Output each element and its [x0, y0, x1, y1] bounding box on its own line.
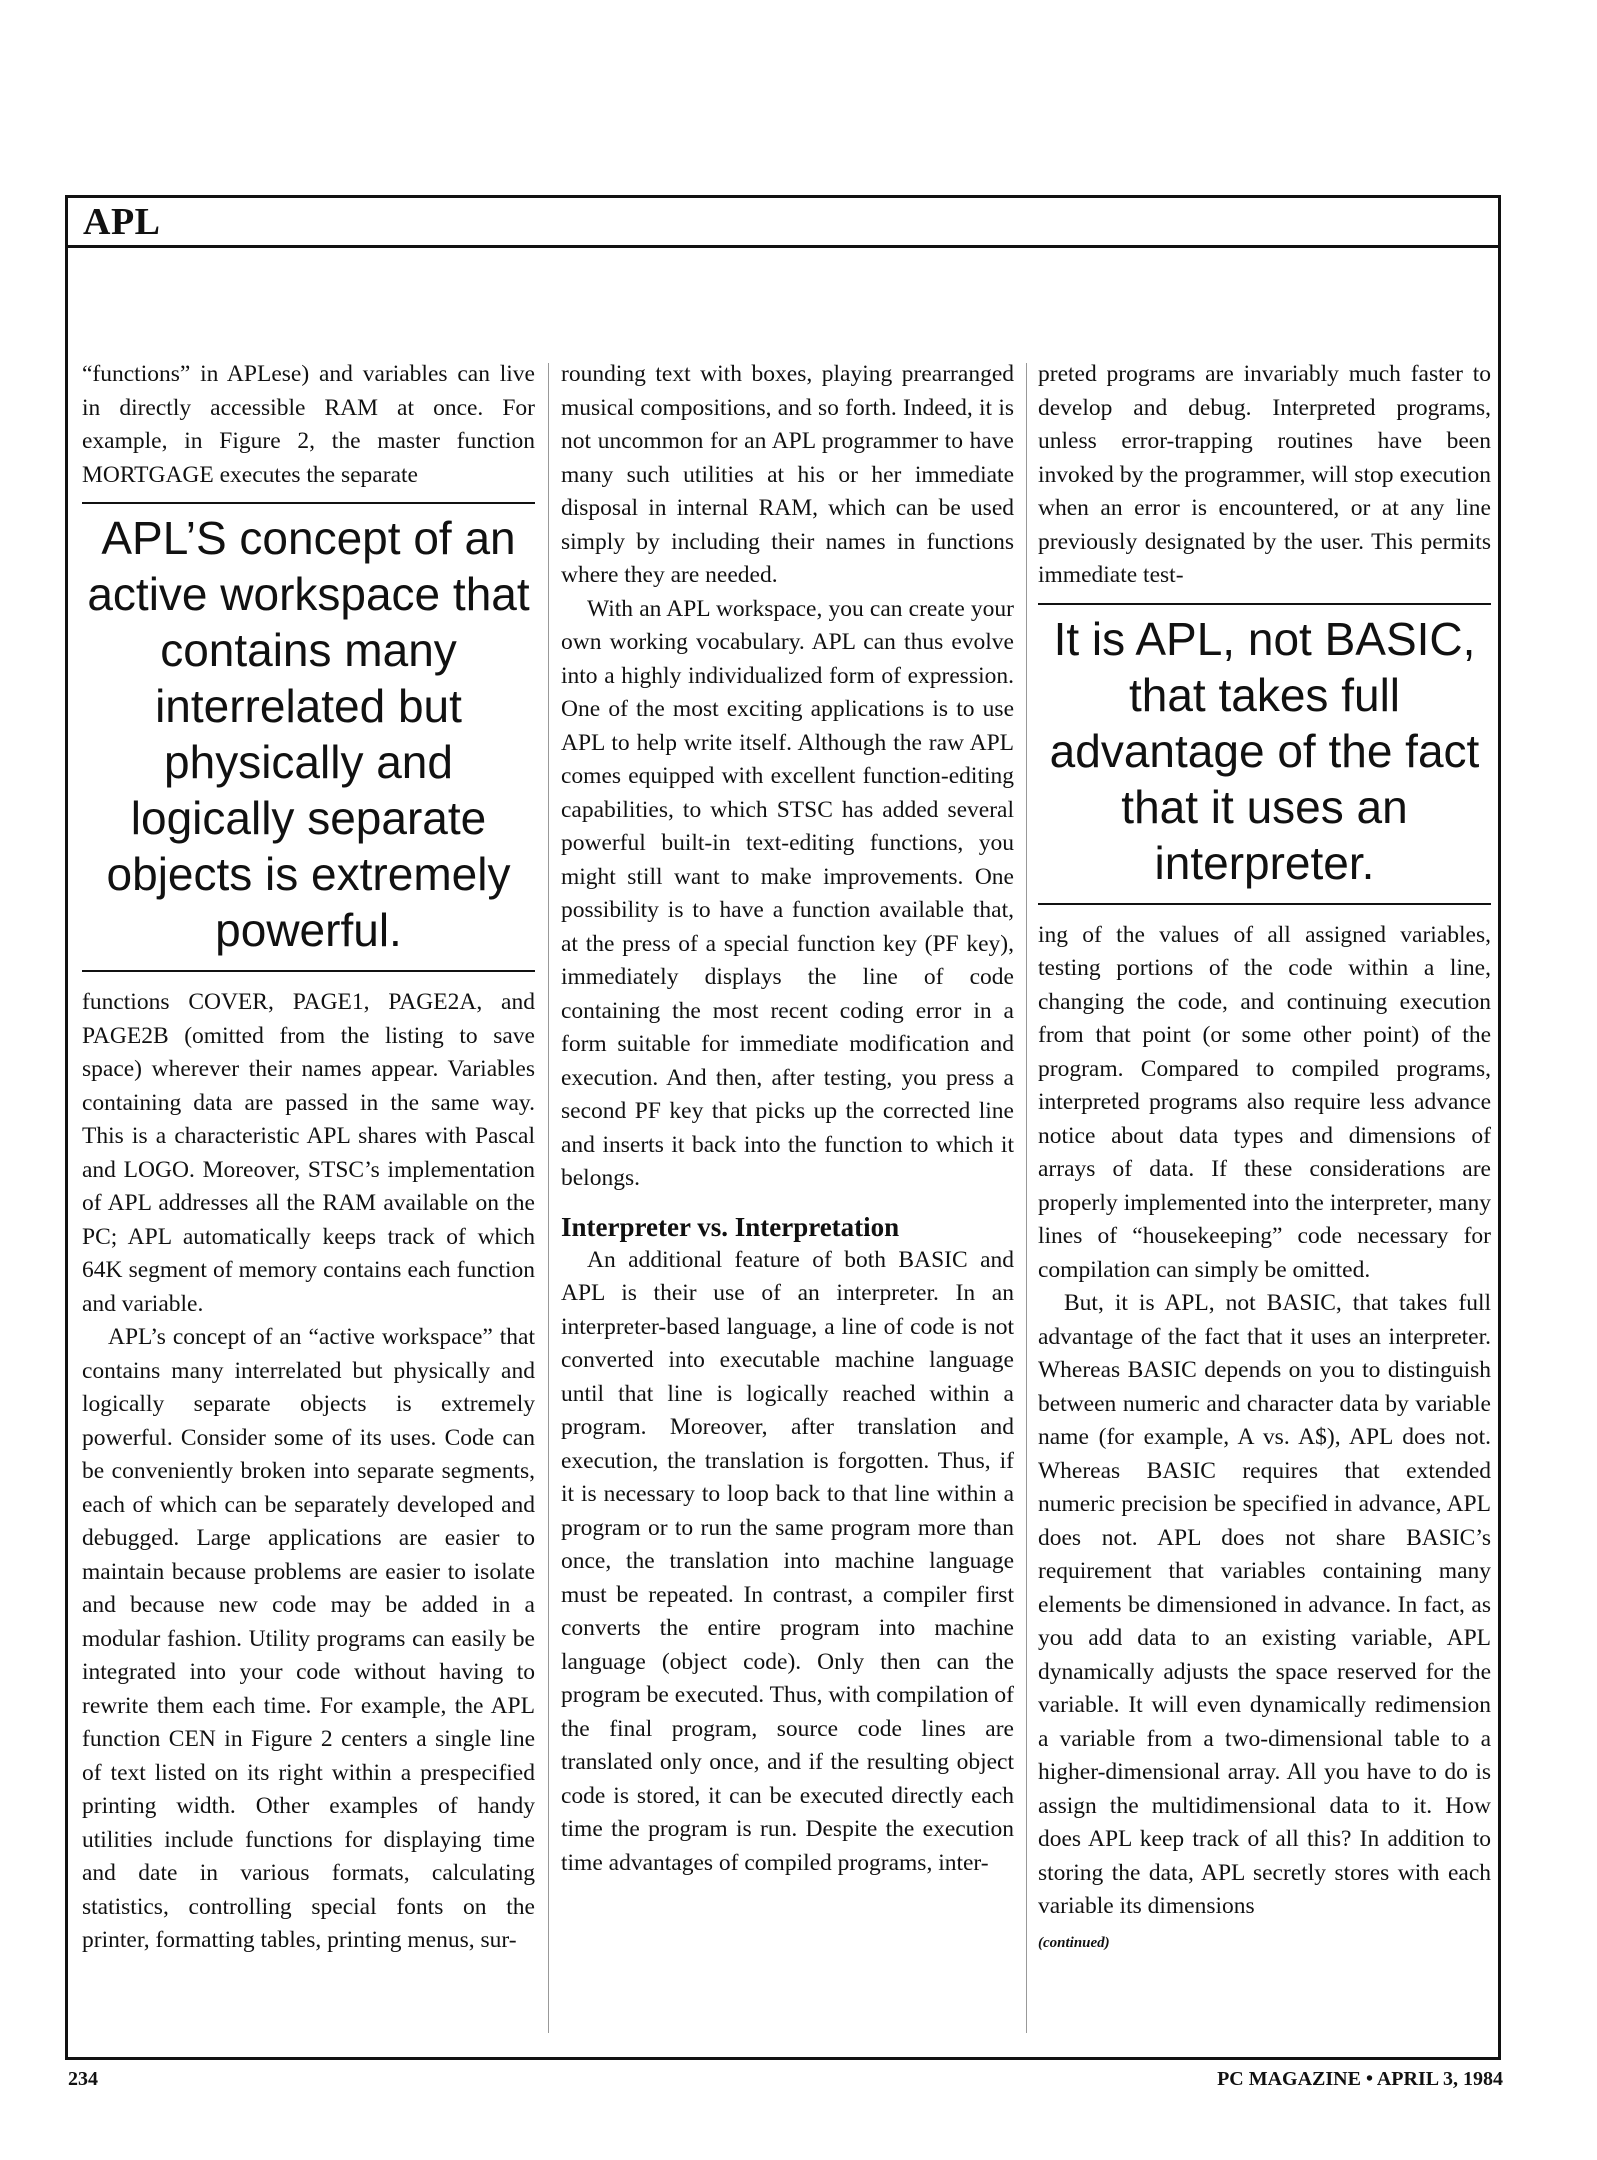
paragraph: With an APL workspace, you can create your own working vocabulary. APL can thus evolve into a highly individualized form of expression. One of the most exciting applications is to use APL to help write itself. Although the raw APL comes equipped with excellent function-editing capabilities, to which STSC has added several powerful built-in text-editing functions, you might still want to make improvements. One possibility is to have a function available that, at the press of a special function key (PF key), immediately displays the line of code containing the most recent coding error in a form suitable for immediate modification and execution. And then, after testing, you press a second PF key that picks up the corrected line and inserts it back into the function to which it belongs. — [561, 595, 1014, 1191]
column-3 — [1038, 358, 1491, 2048]
paragraph: ing of the values of all assigned variables, testing portions of the code within a line, changing the code, and continuing execution from that point (or some other point) of the program. Compared to compiled programs, interpreted programs also require less advance notice about data types and dimensions of arrays of data. If these considerations are properly implemented into the interpreter, many lines of “housekeeping” code necessary for compilation can simply be omitted. — [1038, 921, 1491, 1283]
paragraph: rounding text with boxes, playing prearranged musical compositions, and so forth. Indeed, it is not uncommon for an APL programmer to have many such utilities at his or her immediate disposal in internal RAM, which can be used simply by including their names in functions where they are needed. — [561, 361, 1014, 588]
subheading: Interpreter vs. Interpretation — [561, 1211, 900, 1242]
section-title: APL — [83, 201, 161, 243]
paragraph: “functions” in APLese) and variables can live in directly accessible RAM at once. For example, in Figure 2, the master function MORTGAGE executes the separate — [82, 361, 535, 488]
paragraph: preted programs are invariably much faster to develop and debug. Interpreted programs, unless error-trapping routines have been invoked by the programmer, will stop execution when an error is encountered, or at any line previously designated by the user. This permits immediate test- — [1038, 361, 1491, 588]
continued-marker: (continued) — [1038, 1934, 1110, 1951]
column-divider — [1026, 363, 1027, 2033]
paragraph: functions COVER, PAGE1, PAGE2A, and PAGE2B (omitted from the listing to save space) wherever their names appear. Variables containing data are passed in the same way. This is a characteristic APL shares with Pascal and LOGO. Moreover, STSC’s implementation of APL addresses all the RAM available on the PC; APL automatically keeps track of which 64K segment of memory contains each function and variable. — [82, 989, 535, 1317]
column-1 — [82, 358, 535, 2048]
section-header — [68, 198, 1498, 248]
pull-quote: APL’S concept of an active workspace that contains many interrelated but physically and logically separate objects is extremely powerful. — [82, 502, 535, 972]
paragraph: An additional feature of both BASIC and APL is their use of an interpreter. In an interpreter-based language, a line of code is not converted into executable machine language until that line is logically reached within a program. Moreover, after translation and execution, the translation is forgotten. Thus, if it is necessary to loop back to that line within a program or to run the same program more than once, the translation into machine language must be repeated. In contrast, a compiler first converts the entire program into machine language (object code). Only then can the program be executed. Thus, with compilation of the final program, source code lines are translated only once, and if the resulting object code is stored, it can be executed directly each time the program is run. Despite the execution time advantages of compiled programs, inter- — [561, 1246, 1014, 1876]
article-frame — [65, 195, 1501, 2060]
column-divider — [548, 363, 549, 2033]
page-number: 234 — [68, 2068, 98, 2090]
publication-line: PC MAGAZINE • APRIL 3, 1984 — [1217, 2068, 1503, 2090]
pull-quote: It is APL, not BASIC, that takes full advantage of the fact that it uses an interpreter. — [1038, 603, 1491, 905]
column-2 — [561, 358, 1014, 2048]
paragraph: APL’s concept of an “active workspace” that contains many interrelated but physically and logically separate objects is extremely powerful. Consider some of its uses. Code can be conveniently broken into separate segments, each of which can be separately developed and debugged. Large applications are easier to maintain because problems are easier to isolate and because new code may be added in a modular fashion. Utility programs can easily be integrated into your code without having to rewrite them each time. For example, the APL function CEN in Figure 2 centers a single line of text listed on its right within a prespecified printing width. Other examples of handy utilities include functions for displaying time and date in various formats, calculating statistics, controlling special fonts on the printer, formatting tables, printing menus, sur- — [82, 1324, 535, 1953]
paragraph: But, it is APL, not BASIC, that takes full advantage of the fact that it uses an interpreter. Whereas BASIC depends on you to distinguish between numeric and character data by variable name (for example, A vs. A$), APL does not. Whereas BASIC requires that extended numeric precision be specified in advance, APL does not. APL does not share BASIC’s requirement that variables containing many elements be dimensioned in advance. In fact, as you add data to an existing variable, APL dynamically adjusts the space reserved for the variable. It will even dynamically redimension a variable from a two-dimensional table to a higher-dimensional array. All you have to do is assign the multidimensional data to it. How does APL keep track of all this? In addition to storing the data, APL secretly stores with each variable its dimensions — [1038, 1290, 1491, 1919]
